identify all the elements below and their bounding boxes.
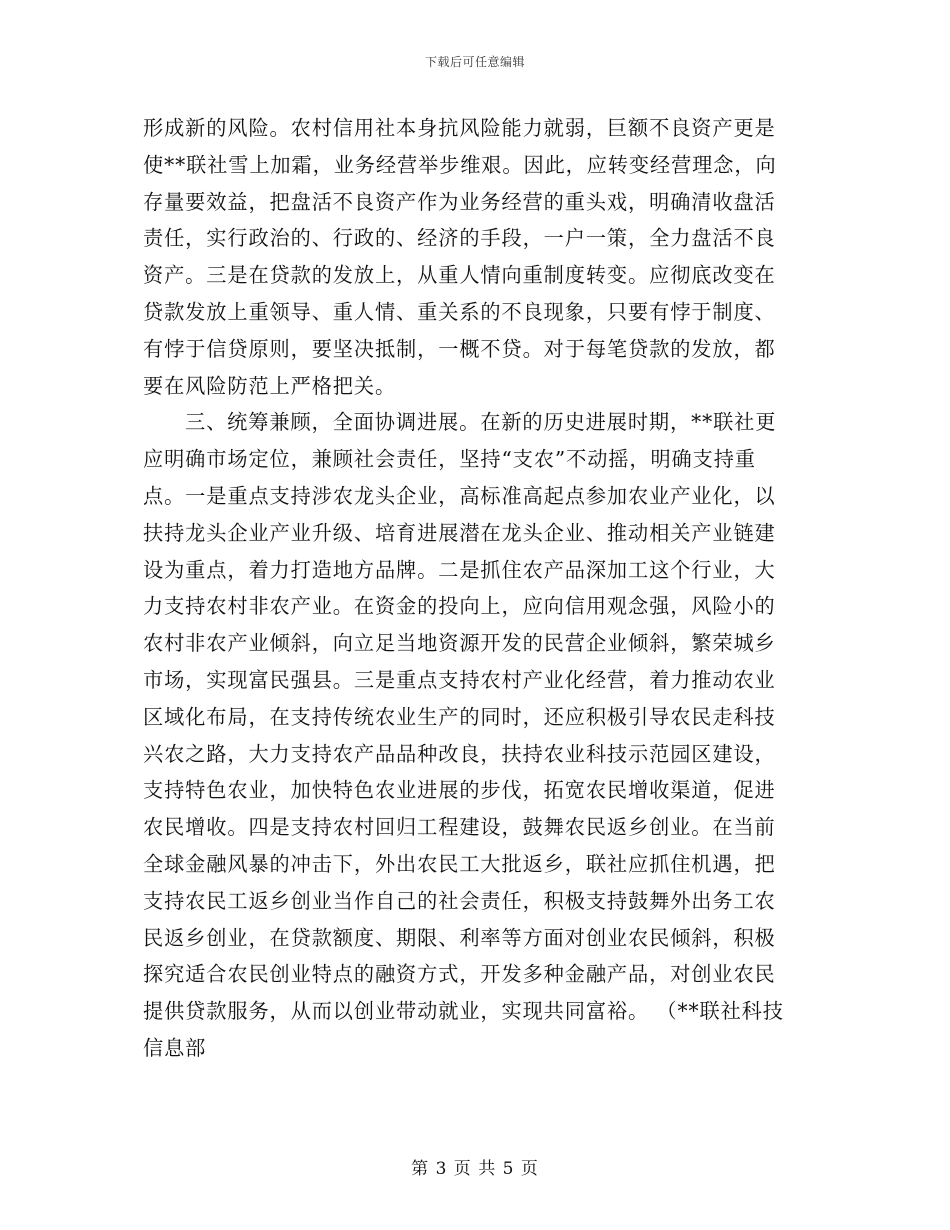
text-line: 有悖于信贷原则，要坚决抵制，一概不贷。对于每笔贷款的发放，都 <box>143 336 776 361</box>
page-header: 下载后可任意编辑 <box>424 55 525 69</box>
text-line: 区域化布局，在支持传统农业生产的同时，还应积极引导农民走科技 <box>143 704 776 729</box>
text-line: 提供贷款服务，从而以创业带动就业，实现共同富裕。 （**联社科技 <box>143 999 784 1024</box>
text-line: 兴农之路，大力支持农产品品种改良，扶持农业科技示范园区建设， <box>143 741 776 766</box>
text-line: 形成新的风险。农村信用社本身抗风险能力就弱，巨额不良资产更是 <box>143 116 776 140</box>
page-number-footer: 第 3 页 共 5 页 <box>411 1159 539 1179</box>
text-line: 支持农民工返乡创业当作自己的社会责任，积极支持鼓舞外出务工农 <box>143 888 776 913</box>
text-line: 点。一是重点支持涉农龙头企业，高标准高起点参加农业产业化，以 <box>143 483 776 508</box>
text-line: 全球金融风暴的冲击下，外出农民工大批返乡，联社应抓住机遇，把 <box>143 851 776 876</box>
text-line: 贷款发放上重领导、重人情、重关系的不良现象，只要有悖于制度、 <box>143 299 776 324</box>
text-line: 市场，实现富民强县。三是重点支持农村产业化经营，着力推动农业 <box>143 667 776 692</box>
text-line: 扶持龙头企业产业升级、培育进展潜在龙头企业、推动相关产业链建 <box>143 520 776 545</box>
text-line: 存量要效益，把盘活不良资产作为业务经营的重头戏，明确清收盘活 <box>143 189 776 214</box>
text-line: 力支持农村非农产业。在资金的投向上，应向信用观念强，风险小的 <box>143 594 776 619</box>
text-line: 设为重点，着力打造地方品牌。二是抓住农产品深加工这个行业，大 <box>143 557 776 582</box>
text-line: 应明确市场定位，兼顾社会责任，坚持“支农”不动摇，明确支持重 <box>143 447 756 472</box>
text-line: 支持特色农业，加快特色农业进展的步伐，拓宽农民增收渠道，促进 <box>143 778 776 803</box>
text-line: 责任，实行政治的、行政的、经济的手段，一户一策，全力盘活不良 <box>143 226 776 251</box>
paragraph-start-line: 三、统筹兼顾，全面协调进展。在新的历史进展时期，**联社更 <box>185 410 777 435</box>
text-line: 要在风险防范上严格把关。 <box>143 373 397 398</box>
text-line: 民返乡创业，在贷款额度、期限、利率等方面对创业农民倾斜，积极 <box>143 925 776 950</box>
text-line: 探究适合农民创业特点的融资方式，开发多种金融产品，对创业农民 <box>143 962 776 987</box>
text-line: 使**联社雪上加霜，业务经营举步维艰。因此，应转变经营理念，向 <box>143 152 777 177</box>
text-line: 信息部 <box>143 1035 207 1060</box>
document-body <box>143 110 811 1067</box>
text-line: 农民增收。四是支持农村回归工程建设，鼓舞农民返乡创业。在当前 <box>143 815 776 840</box>
text-line: 资产。三是在贷款的发放上，从重人情向重制度转变。应彻底改变在 <box>143 263 776 288</box>
text-line: 农村非农产业倾斜，向立足当地资源开发的民营企业倾斜，繁荣城乡 <box>143 631 776 656</box>
